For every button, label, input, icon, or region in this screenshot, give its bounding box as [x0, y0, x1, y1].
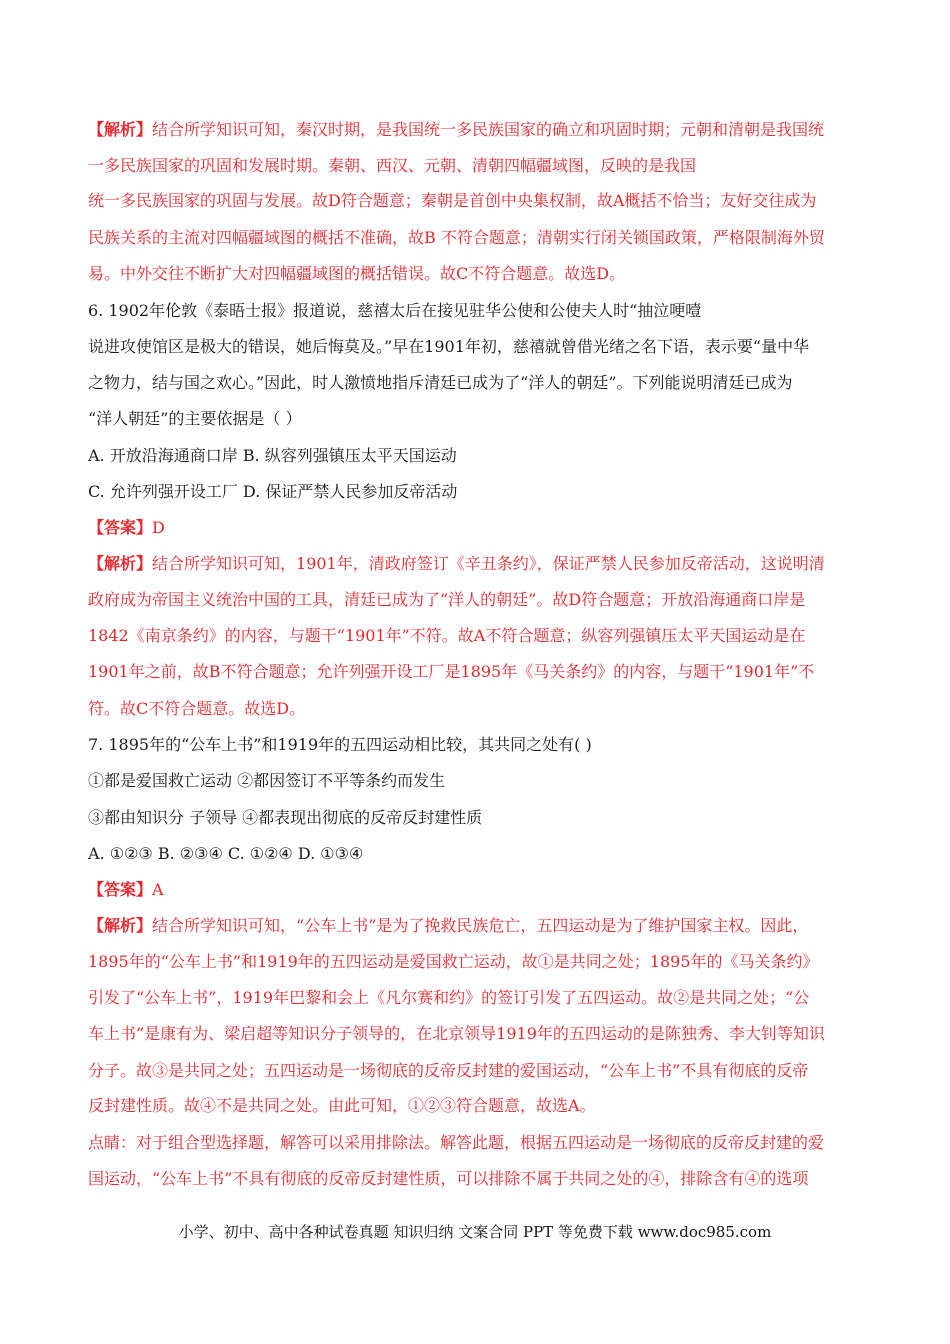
- line-text: 分子。故③是共同之处；五四运动是一场彻底的反帝反封建的爱国运动，“公车上书”不具有彻底的反帝: [88, 1061, 809, 1080]
- line-text: 结合所学知识可知，秦汉时期，是我国统一多民族国家的确立和巩固时期；元朝和清朝是我国统: [152, 120, 825, 139]
- line-text: D: [152, 518, 165, 537]
- line-text: 政府成为帝国主义统治中国的工具，清廷已成为了“洋人的朝廷”。故D符合题意；开放沿海通商口岸是: [88, 590, 806, 609]
- line-text: 反封建性质。故④不是共同之处。由此可知，①②③符合题意，故选A。: [88, 1096, 596, 1115]
- text-line: [88, 1133, 868, 1153]
- text-line: [88, 482, 868, 502]
- line-text: 1895年的“公车上书”和1919年的五四运动是爱国救亡运动，故①是共同之处；1895年的《马关条约》: [88, 952, 819, 971]
- line-text: 1901年之前，故B不符合题意；允许列强开设工厂是1895年《马关条约》的内容，与题干“1901年”不: [88, 662, 815, 681]
- line-text: 一多民族国家的巩固和发展时期。秦朝、西汉、元朝、清朝四幅疆域图，反映的是我国: [88, 156, 697, 175]
- section-tag: 【解析】: [88, 120, 153, 139]
- text-line: [88, 264, 868, 284]
- line-text: 引发了“公车上书”，1919年巴黎和会上《凡尔赛和约》的签订引发了五四运动。故②是共同之处；“公: [88, 988, 810, 1007]
- text-line: [88, 409, 868, 429]
- text-line: [88, 771, 868, 791]
- line-text: “洋人朝廷”的主要依据是（ ）: [88, 409, 302, 428]
- line-text: 易。中外交往不断扩大对四幅疆域图的概括错误。故C不符合题意。故选D。: [88, 264, 626, 283]
- text-line: [88, 446, 868, 466]
- text-line: [88, 1061, 868, 1081]
- text-line: [88, 191, 868, 211]
- text-line: [88, 554, 868, 574]
- section-tag: 【答案】: [88, 518, 153, 537]
- section-tag: 【答案】: [88, 880, 153, 899]
- line-text: ③都由知识分 子领导 ④都表现出彻底的反帝反封建性质: [88, 808, 483, 827]
- line-text: C. 允许列强开设工厂 D. 保证严禁人民参加反帝活动: [88, 482, 458, 501]
- text-line: [88, 120, 868, 140]
- text-line: [88, 156, 868, 176]
- line-text: A. ①②③ B. ②③④ C. ①②④ D. ①③④: [88, 844, 364, 863]
- line-text: 车上书”是康有为、梁启超等知识分子领导的，在北京领导1919年的五四运动的是陈独秀、李大钊等知识: [88, 1024, 825, 1043]
- text-line: [88, 1096, 868, 1116]
- text-line: [88, 1024, 868, 1044]
- text-line: [88, 518, 868, 538]
- line-text: 结合所学知识可知，“公车上书”是为了挽救民族危亡，五四运动是为了维护国家主权。因此，: [152, 916, 809, 935]
- text-line: [88, 699, 868, 719]
- text-line: [88, 626, 868, 646]
- text-line: [88, 1169, 868, 1189]
- line-text: 说进攻使馆区是极大的错误，她后悔莫及。”早在1901年初，慈禧就曾借光绪之名下语，表示要“量中华: [88, 337, 810, 356]
- line-text: 7. 1895年的“公车上书”和1919年的五四运动相比较，其共同之处有( ): [88, 735, 592, 754]
- text-line: [88, 337, 868, 357]
- line-text: A. 开放沿海通商口岸 B. 纵容列强镇压太平天国运动: [88, 446, 457, 465]
- text-line: [88, 808, 868, 828]
- line-text: 点睛：对于组合型选择题，解答可以采用排除法。解答此题，根据五四运动是一场彻底的反帝反封建的爱: [88, 1133, 825, 1152]
- line-text: 国运动，“公车上书”不具有彻底的反帝反封建性质，可以排除不属于共同之处的④，排除含有④的选项: [88, 1169, 809, 1188]
- text-line: [88, 228, 868, 248]
- text-line: [88, 880, 868, 900]
- text-line: [88, 735, 868, 755]
- text-line: [88, 662, 868, 682]
- line-text: 1842《南京条约》的内容，与题干“1901年”不符。故A不符合题意；纵容列强镇压太平天国运动是在: [88, 626, 806, 645]
- line-text: 结合所学知识可知，1901年，清政府签订《辛丑条约》，保证严禁人民参加反帝活动，这说明清: [152, 554, 825, 573]
- section-tag: 【解析】: [88, 554, 153, 573]
- section-tag: 【解析】: [88, 916, 153, 935]
- text-line: [88, 916, 868, 936]
- line-text: 统一多民族国家的巩固与发展。故D符合题意；秦朝是首创中央集权制，故A概括不恰当；友好交往成为: [88, 191, 817, 210]
- text-line: [88, 952, 868, 972]
- text-line: [88, 844, 868, 864]
- text-line: [88, 373, 868, 393]
- text-line: [88, 301, 868, 321]
- line-text: A: [152, 880, 164, 899]
- line-text: 之物力，结与国之欢心。”因此，时人激愤地指斥清廷已成为了“洋人的朝廷”。下列能说明清廷已成为: [88, 373, 793, 392]
- line-text: 6. 1902年伦敦《泰晤士报》报道说，慈禧太后在接见驻华公使和公使夫人时“抽泣哽噎: [88, 301, 702, 320]
- line-text: 民族关系的主流对四幅疆域图的概括不准确，故B 不符合题意；清朝实行闭关锁国政策，严格限制海外贸: [88, 228, 825, 247]
- footer-text: 小学、初中、高中各种试卷真题 知识归纳 文案合同 PPT 等免费下载 www.doc985.com: [178, 1223, 772, 1241]
- text-line: [88, 988, 868, 1008]
- line-text: ①都是爱国救亡运动 ②都因签订不平等条约而发生: [88, 771, 446, 790]
- line-text: 符。故C不符合题意。故选D。: [88, 699, 306, 718]
- text-line: [88, 590, 868, 610]
